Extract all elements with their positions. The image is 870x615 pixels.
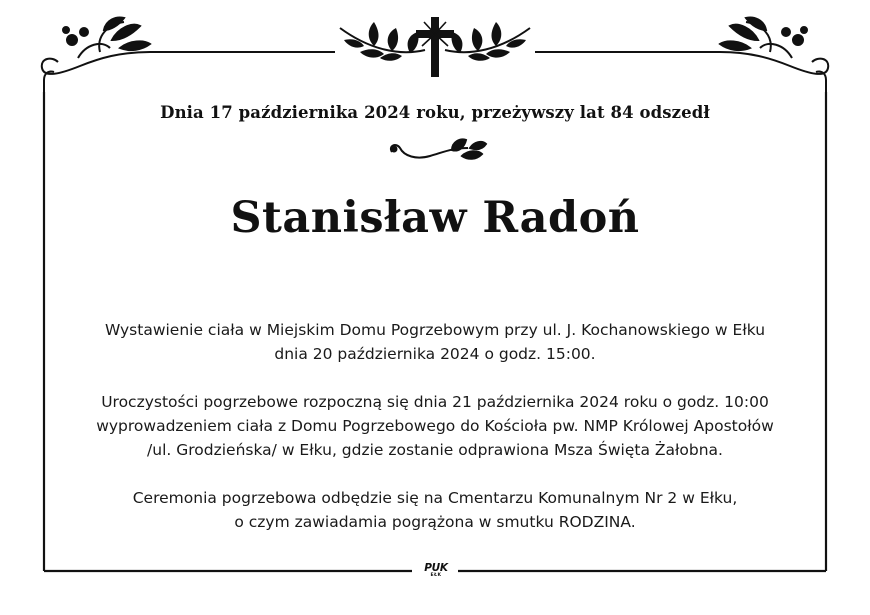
ceremony-paragraph (50, 390, 820, 462)
burial-line-1: Ceremonia pogrzebowa odbędzie się na Cmentarzu Komunalnym Nr 2 w Ełku, (132, 489, 738, 507)
burial-paragraph (50, 486, 820, 534)
top-right-flourish-icon (720, 18, 828, 93)
logo-sub-text: EŁK (430, 573, 442, 578)
logo-main-text: PUK (424, 562, 448, 574)
leaf-swirl-divider-icon (391, 139, 486, 158)
cross-with-laurel-icon (340, 17, 530, 77)
burial-line-2: o czym zawiadamia pogrążona w smutku RODZINA. (234, 513, 636, 531)
viewing-line-2: dnia 20 października 2024 o godz. 15:00. (274, 345, 596, 363)
top-left-flourish-icon (42, 18, 150, 93)
deceased-name: Stanisław Radoń (230, 193, 640, 243)
ceremony-line-2: wyprowadzeniem ciała z Domu Pogrzebowego do Kościoła pw. NMP Królowej Apostołów (96, 417, 774, 435)
ceremony-line-3: /ul. Grodzieńska/ w Ełku, gdzie zostanie odprawiona Msza Święta Żałobna. (147, 441, 723, 459)
puk-logo (418, 563, 454, 578)
ceremony-line-1: Uroczystości pogrzebowe rozpoczną się dnia 21 października 2024 roku o godz. 10:00 (101, 393, 769, 411)
death-date-intro: Dnia 17 października 2024 roku, przeżywszy lat 84 odszedł (160, 103, 710, 122)
viewing-paragraph (50, 318, 820, 366)
viewing-line-1: Wystawienie ciała w Miejskim Domu Pogrzebowym przy ul. J. Kochanowskiego w Ełku (104, 321, 766, 339)
